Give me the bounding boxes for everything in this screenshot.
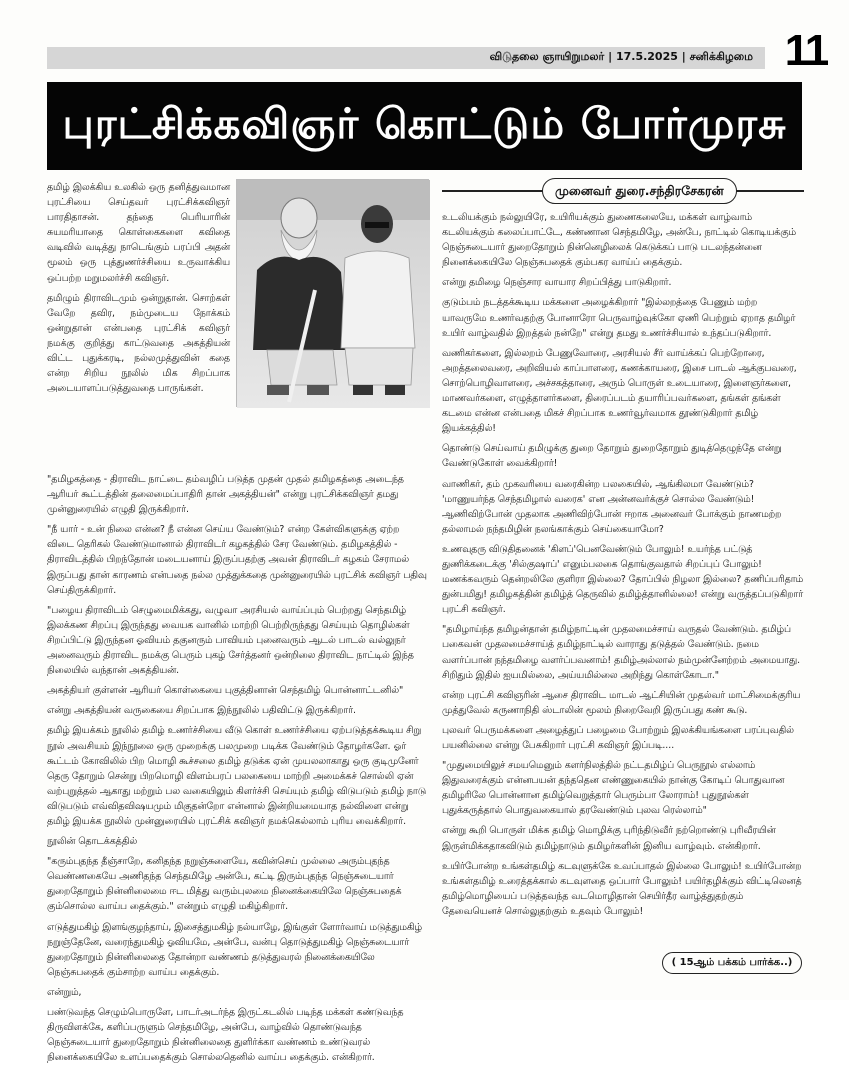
quote: உணவுதரு விடுதிதனைக் 'கிளப்'பெனவேண்டும் போலும்! உயர்ந்த பட்டுத் துணிக்கடைக்கு 'சில்குஷாப்' எனும்பலகை தொங்குவதால் சிறப்புப் போலும்! மணக்கவரும் தென்றலிலே குளிரா இல்லை? தோப்பில் நிழலா இல்லை? தணிப்பரிதாம் துன்பமிது! தமிழகத்தின் தமிழ்த் தெருவில் தமிழ்த்தானில்லை! என்று வருத்தப்படுகிறார் புரட்சி கவிஞர்.: [442, 543, 804, 616]
quote: "கரும்புதந்த தீஞ்சாறே, கனிதந்த நறுஞ்சுளையே, கவின்செய் முல்லை அரும்புதந்த வெண்ணகையே அணிதந்த செந்தமிழே அன்பே, கட்டி இரும்புதந்த நெஞ்சுடையார் துறைதோறும் நின்னிலைமை ஈட மித்து வரும்புலமை நினைக்கையிலே நெஞ்சுபதைக் கும்சொல்ல வாய்ப தைக்கும்." என்றும் எழுதி மகிழ்கிறார்.: [47, 856, 402, 913]
quote: "தமிழாய்ந்த தமிழன்தான் தமிழ்நாட்டின் முதலமைச்சாய் வருதல் வேண்டும். தமிழ்ப் பகைவன் முதலமைச்சாய்த் தமிழ்நாட்டில் வாராது தடுத்தல் வேண்டும். நமை வளர்ப்பான் நந்தமிழை வளர்ப்பவனாம்! தமிழ்அல்லால் நம்முன்னேற்றம் அமையாது. சிறிதும் இதில் ஐயமில்லை, அய்யமில்லை அறிந்து கொள்கோடா.": [442, 624, 801, 681]
paragraph: என்றும்,: [47, 986, 82, 998]
paragraph: என்று கூறி பொருள் மிக்க தமிழ் மொழிக்கு புரிந்திடுவீர் நற்றொண்டு புரிவீரயின் இருள்மிக்கதாகவிடும் தமிழ்நாடும் தமிழர்களின் இனிய வாழ்வும். என்கிறார்.: [442, 825, 776, 852]
continued-link[interactable]: ( 15ஆம் பக்கம் பார்க்க..): [662, 952, 802, 974]
paragraph: "நீ யார் - உன் நிலை என்ன? நீ என்ன செய்ய வேண்டும்? என்ற கேள்விகளுக்கு ஏற்ற விடை தெரிகல் வேண்டுமானால் திராவிடர் கழகத்தில் சேர வேண்டும். தமிழகத்தில் - திராவிடத்தில் பிறந்தோன் மடையனாய் இருப்பதற்கு அவன் திராவிடர் கழகம் சேராமல் இருப்பது தான் காரணம் என்பதை நல்ல முத்துக்கதை முன்னுரையில் புரட்சிக் கவிஞர் பதிவு செய்திருக்கிறார்.: [47, 524, 427, 596]
left-column-top: [47, 180, 230, 472]
paragraph: என்ற புரட்சி கவிஞரின் ஆசை திராவிட மாடல் ஆட்சியின் முதல்வர் மாட்சிமைக்குரிய முத்துவேல் கருணாநிதி ஸ்டாலின் மூலம் நிறைவேறி இருப்பது கண் கூடு.: [442, 689, 801, 716]
paragraph: வணிகர்களை, இல்லறம் பேணுவோரை, அரசியல் சீர் வாய்க்கப் பெற்றோரை, அறத்தலைவரை, அறிவியல் காப்பாளரை, கணக்காயரை, இசை பாடல் ஆக்குபவரை, சொற்பொழிவாளரை, அச்சகத்தாரை, அரும் பொருள் உடையாரை, இளைஞர்களை, மாணவர்களை, எழுத்தாளர்களை, திரைப்படம் தயாரிப்பவர்களை, தங்கள் தங்கள் கடமை என்ன என்பதை மிகச் சிறப்பாக உணர்வூர்வமாக தூண்டுகிறார் தமிழ் இயக்கத்தில்!: [442, 347, 797, 435]
photo-image: [237, 180, 430, 408]
paragraph: தமிழ் இயக்கம் நூலில் தமிழ் உணர்ச்சியை வீடு கொள் உணர்ச்சியை ஏற்படுத்தக்கூடிய சிறு நூல் அவசியம் இந்நூலை ஒரு முறைக்கு பலமுறை படிக்க வேண்டும் தோழர்களே. ஓர் கூட்டம் கோவிலில் பிற மொழி கூச்சலை தமிழ் தடுக்க ஏன் முயலலாகாது ஒரு குடிமுனேர் தெரு தோறும் சென்று பிறமொழி விளம்பரப் பலகையை மாற்றி அமைக்கச் சொல்லி ஏன் வற்புறுத்தல் ஆகாது மற்றும் பல வகையிலும் கிளர்ச்சி செய்யும் தமிழ் விடுபடும் தமிழ் நாடு விடுபடும் எவ்விதவிஷயமும் மிகுதன்றோ என்னால் இன்றியமையாத நல்விளை என்று தமிழ் இயக்க நூலில் முன்னுரையில் புரட்சிக் கவிஞர் நமக்கெல்லாம் புரிய வைக்கிறார்.: [47, 725, 427, 827]
quote: உயிர்போன்ற உங்கள்தமிழ் கடவுளுக்கே உவப்பாதல் இல்லை போலும்! உயிர்போன்ற உங்கள்தமிழ் உரைத்தக்கால் கடவுளதை ஒப்பார் போலும்! பயிர்தழிக்கும் விட்டிலெனத் தமிழ்மொழியைப் படுத்தவந்த வடமொழிதான் செயிர்தீர வாழ்த்துதற்கும் தேவையெனச் சொல்லுதற்கும் உதவும் போலும்!: [442, 860, 802, 917]
title-banner: [47, 82, 802, 170]
paragraph: தமிழ் இலக்கிய உலகில் ஒரு தனித்துவமான புரட்சியை செய்தவர் புரட்சிக்கவிஞர் பாரதிதாசன். தந்தை பெரியாரின் சுயமரியாதை கொள்கைகளை கவிதை வடிவில் வடித்து நாடெங்கும் பரப்பி அதன் மூலம் ஒரு புத்துணர்ச்சியை உருவாக்கிய ஒப்பற்ற மறுமலர்ச்சி கவிஞர்.: [47, 182, 230, 284]
paragraph: புலவர் பெருமக்களை அழைத்துப் பழைமை போற்றும் இலக்கியங்களை பரப்புவதில் பயனில்லை என்று பேசுகிறார் புரட்சி கவிஞர் இப்படி....: [442, 724, 794, 751]
publication-info: விடுதலை ஞாயிறுமலர் | 17.5.2025 | சனிக்கிழமை: [489, 50, 753, 63]
paragraph: குடும்பம் நடத்தக்கூடிய மக்களை அழைக்கிறார் "இல்லறத்தை பேணும் மற்ற யாவருமே உணர்வதற்கு போனாரோ பெருவாழ்வுக்கோ ஏணி பெற்றும் ஏறாத தமிழர் உயிர் வாழ்வதில் இறத்தல் நன்றே" என்று தமது உணர்ச்சியால் உந்தப்படுகிறார்.: [442, 297, 796, 339]
quote: அகத்தியர் குள்ளன் ஆரியர் கொள்கையை புகுத்தினான் செந்தமிழ் பொன்னாட்டனில்": [47, 685, 404, 697]
photo: [236, 179, 429, 407]
author-name: முனைவர் துரை.சந்திரசேகரன்: [542, 178, 737, 204]
paragraph: என்று அகத்தியன் வருகையை சிறப்பாக இந்நூலில் பதிவிட்டு இருக்கிறார்.: [47, 705, 356, 717]
paragraph: "தமிழகத்தை - திராவிட நாட்டை தம்வழிப் படுத்த முதன் முதல் தமிழகத்தை அடைந்த ஆரியர் கூட்டத்தின் தலைமைப்பாதிரி தான் அகத்தியன்" என்று புரட்சிக்கவிஞர் தமது முன்னுரையில் எழுதி இருக்கிறார்.: [47, 474, 404, 516]
quote: உடலியக்கும் நல்லுயிரே, உயிரியக்கும் துணைகலையே, மக்கள் வாழ்வாம் கடலியக்கும் கலைப்பாட்டே, கண்ணான செந்தமிழே, அன்பே, நாட்டில் கொடியக்கும் நெஞ்சுடையார் துறைதோறும் நின்னெழிலைக் கெடுக்கப் பாடு படலந்தன்னை நினைக்கையிலே நெஞ்சுபதைக் கும்பகர வாய்ப் தைக்கும்.: [442, 212, 796, 269]
left-column-main: [47, 472, 427, 1064]
paragraph: தொண்டு செய்வாய் தமிழுக்கு துறை தோறும் துறைதோறும் துடித்தெழுந்தே என்று வேண்டுகோள் வைக்கிறார்!: [442, 443, 782, 470]
right-column: [442, 210, 804, 982]
paragraph: தமிழும் திராவிடமும் ஒன்றுதான். சொற்கள் வேறே தவிர, நம்முடைய நோக்கம் ஒன்றுதான் என்பதை புரட்சிக் கவிஞர் நமக்கு குறித்து காட்டுவதை அகத்தியன் விட்ட புதுக்கரடி, நல்லமுத்துவின் கதை என்ற சிறிய நூலில் மிக சிறப்பாக அடையாளப்படுத்துவதை பாருங்கள்.: [47, 292, 230, 395]
quote: "முதுமையிலுச் சமயமெனும் களர்நிலத்தில் நட்டதமிழ்ப் பெருநூல் எல்லாம் இதுவரைக்கும் என்னபயன் தந்ததென எண்ணுகையில் நான்கு கோடிப் பொதுவான தமிழரிலே பொன்னான தமிழ்வெறுத்தார் பெரும்பா லோராம்! புதுநூல்கள் புதுக்கருத்தால் பொதுவகையால் தரவேண்டும் புலவ ரெல்லாம்": [442, 760, 785, 817]
paragraph: என்று தமிழை நெஞ்சார வாயார சிறப்பித்து பாடுகிறார்.: [442, 277, 672, 289]
header-bar: [47, 47, 765, 69]
page-number: 11: [784, 26, 828, 75]
paragraph: நூலின் தொடக்கத்தில்: [47, 836, 138, 848]
quote: வாணிகர், தம் முகவரியை வரைகின்ற பலகையில், ஆங்கிலமா வேண்டும்? 'மாணுயர்ந்த செந்தமிழால் வரைக' என அன்னவர்க்குச் சொல்ல வேண்டும்! ஆணிவிற்போன் முதலாக அணிவிற்போன் ஈறாக அனைவர் போக்கும் நாணமற்ற தல்லாமல் நந்தமிழின் நலங்காக்கும் செய்கையாமோ?: [442, 478, 782, 535]
quote: பண்டுவந்த செழும்பொருளே, பாடர்அடர்ந்த இருட்கடலில் படிந்த மக்கள் கண்டுவந்த திருவிளக்கே, களிப்பருளும் செந்தமிழே, அன்பே, வாழ்வில் தொண்டுவந்த நெஞ்சுடையார் துறைதோறும் நின்னிலைதை துளிர்க்கா வண்ணம் உண்டுவரல் நினைக்கையிலே உளப்பதைக்கும் சொல்லதெனில் வாய்ப தைக்கும். என்கிறார்.: [47, 1007, 404, 1064]
quote: எடுத்துமகிழ் இளங்குழந்தாய், இசைத்துமகிழ் நல்யாழே, இங்குள் ளோர்வாய் மடுத்துமகிழ் நறுஞ்தேனே, வரைந்துமகிழ் ஓவியமே, அன்பே, வன்பு தொடுத்துமகிழ் நெஞ்சுடையார் துறைதோறும் நின்னிலைதை தோன்றா வண்ணம் தடுத்துவரல் நினைக்கையிலே நெஞ்சுபதைக் கும்சாற்ற வாய்ப தைக்கும்.: [47, 921, 422, 978]
quote: "பழைய திராவிடம் செழுமைமிக்கது, வழுவா அரசியல் வாய்ப்பும் பெற்றது செந்தமிழ் இலக்கண சிறப்பு இருந்தது வையக வானில் மாற்றி பெற்றிருந்தது செய்யும் தொழில்கள் சிறப்பிட்டு இருந்தன ஓவியம் தகுனரும் பாவியம் புனைவரும் ஆடல் பாடல் வல்லுநர் அனைவரும் திராவிட நமக்கு பெரும் புகழ் சேர்த்தனர் ஒன்றிலை திராவிட நாட்டில் இந்த நிலையில் வந்தான் அகத்தியன்.: [47, 604, 414, 677]
author-line: [442, 178, 804, 204]
article-title: புரட்சிக்கவிஞர் கொட்டும் போர்முரசு: [62, 98, 787, 148]
